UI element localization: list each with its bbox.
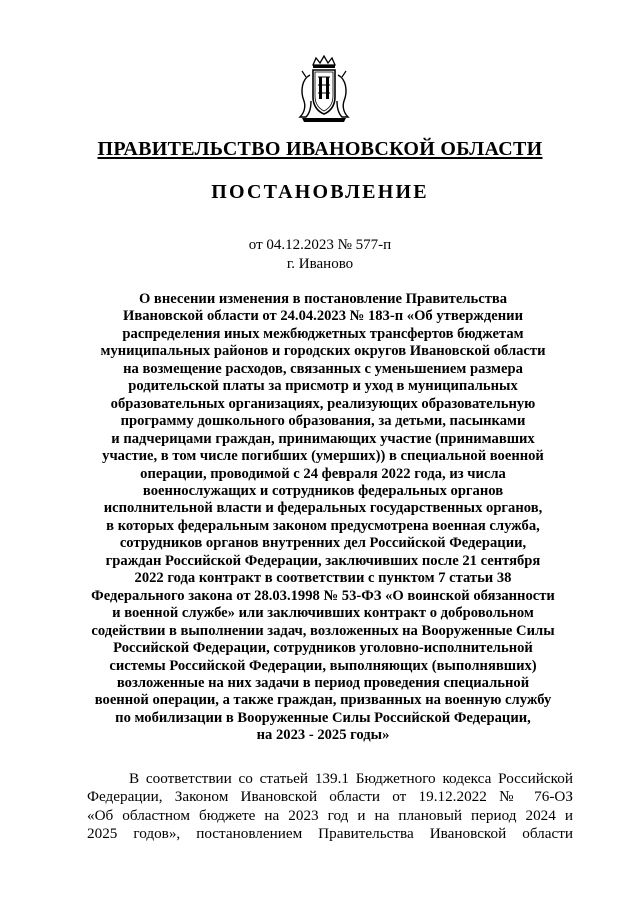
title-line: образовательных организациях, реализующих образовательную: [110, 395, 536, 412]
title-line: на возмещение расходов, связанных с уменьшением размера: [123, 360, 523, 377]
resolution-title: [80, 291, 566, 745]
title-line: военной операции, а также граждан, призванных на военную службу: [94, 692, 552, 709]
title-line: на 2023 - 2025 годы»: [256, 727, 390, 744]
title-line: 2022 года контракт в соответствии с пунктом 7 статьи 38: [134, 570, 512, 587]
title-line: Федерального закона от 28.03.1998 № 53-ФЗ «О воинской обязанности: [91, 587, 555, 604]
body-line: Федерации, Законом Ивановской области от 19.12.2022 № 76-ОЗ: [87, 788, 573, 806]
title-line: содействии в выполнении задач, возложенных на Вооруженные Силы: [91, 622, 555, 639]
title-line: и падчерицами граждан, принимающих участие (принимавших: [111, 430, 535, 447]
title-line: военнослужащих и сотрудников федеральных органов: [142, 482, 504, 499]
document-meta: [0, 236, 640, 274]
organization-title: ПРАВИТЕЛЬСТВО ИВАНОВСКОЙ ОБЛАСТИ: [97, 138, 543, 160]
body-line: 2025 годов», постановлением Правительства Ивановской области: [87, 824, 573, 842]
title-line: распределения иных межбюджетных трансфертов бюджетам: [122, 325, 524, 342]
preamble-paragraph: [87, 770, 573, 843]
city: г. Иваново: [286, 256, 354, 272]
title-line: операции, проводимой с 24 февраля 2022 года, из числа: [140, 465, 506, 482]
title-line: и военной службе» или заключивших контракт о добровольном: [112, 605, 534, 622]
title-line: системы Российской Федерации, выполняющих (выполнявших): [109, 657, 537, 674]
title-line: сотрудников органов внутренних дел Российской Федерации,: [119, 535, 527, 552]
title-line: Российской Федерации, сотрудников уголовно-исполнительной: [113, 640, 533, 657]
title-line: исполнительной власти и федеральных государственных органов,: [103, 500, 543, 517]
title-line: Ивановской области от 24.04.2023 № 183-п «Об утверждении: [123, 308, 523, 325]
title-line: в которых федеральным законом предусмотрена военная служба,: [106, 517, 540, 534]
coat-of-arms-icon: [296, 55, 352, 125]
date-number: от 04.12.2023 № 577-п: [248, 237, 392, 253]
title-line: программу дошкольного образования, за детьми, пасынками: [120, 413, 526, 430]
body-line: «Об областном бюджете на 2023 год и на плановый период 2024 и: [87, 806, 573, 824]
document-type-heading: ПОСТАНОВЛЕНИЕ: [211, 181, 429, 203]
title-line: родительской платы за присмотр и уход в муниципальных: [128, 378, 518, 395]
title-line: муниципальных районов и городских округов Ивановской области: [100, 343, 546, 360]
title-line: участие, в том числе погибших (умерших)) в специальной военной: [102, 448, 544, 465]
title-line: по мобилизации в Вооруженные Силы Российской Федерации,: [115, 709, 531, 726]
body-line: В соответствии со статьей 139.1 Бюджетного кодекса Российской: [129, 770, 573, 787]
title-line: граждан Российской Федерации, заключивших после 21 сентября: [105, 552, 541, 569]
title-line: О внесении изменения в постановление Правительства: [138, 291, 508, 307]
title-line: возложенные на них задачи в период проведения специальной: [116, 674, 530, 691]
